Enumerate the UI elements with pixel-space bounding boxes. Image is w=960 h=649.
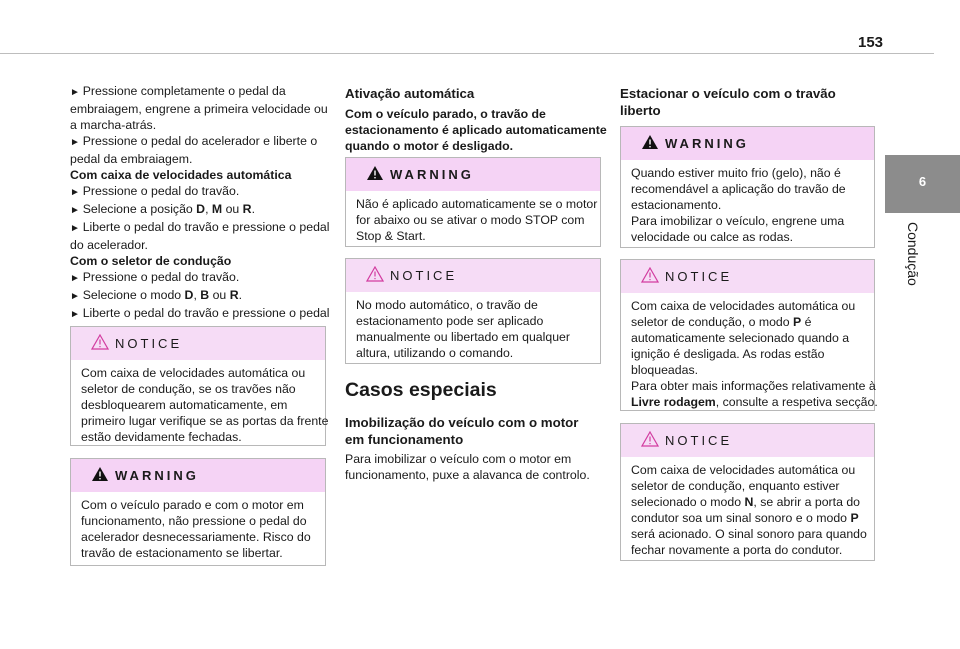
chapter-title: Condução [905,222,921,286]
section-title: Casos especiais [345,379,497,401]
notice-box [70,326,329,446]
text-line: fechar novamente a porta do condutor. [631,543,843,557]
notice-triangle-icon [641,267,659,283]
heading-estacionar: Estacionar o veículo com o travão liberto [620,86,836,118]
page-number: 153 [858,34,884,51]
notice-header [71,327,325,360]
intro-text [70,83,329,339]
text-line: Com o veículo parado e com o motor em [81,498,304,512]
text-line: ► Pressione completamente o pedal da [70,84,286,98]
warning-box [70,458,326,566]
text-line: for abaixo ou se ativar o modo STOP com [356,213,585,227]
text-line: Com caixa de velocidades automática ou [631,463,856,477]
notice-header [346,259,600,292]
notice-body [81,365,329,445]
header-rule [0,53,934,54]
text-line: estão devidamente fechadas. [81,430,242,444]
text-line: estacionamento é aplicado automaticamente [345,123,607,137]
text-line: ► Pressione o pedal do travão. [70,184,240,198]
notice-triangle-icon [91,334,109,350]
notice-box [620,259,878,411]
text-line: Com o seletor de condução [70,254,232,268]
notice-title: NOTICE [665,269,733,284]
text-line: Para imobilizar o veículo, engrene uma [631,214,845,228]
notice-triangle-icon [641,431,659,447]
heading-ativacao: Ativação automática [345,86,475,101]
warning-body [631,165,868,245]
text-line: Para imobilizar o veículo com o motor em [345,452,572,466]
subheading-imobilizacao: Imobilização do veículo com o motor em funcionamento [345,415,579,447]
notice-triangle-icon [366,266,384,282]
text-line: velocidade ou calce as rodas. [631,230,794,244]
text-line: ► Liberte o pedal do travão e pressione o pedal [70,306,330,320]
warning-body [356,196,598,244]
text-line: pedal da embraiagem. [70,152,193,166]
notice-header [621,260,874,293]
text-line: Com o veículo parado, o travão de [345,107,546,121]
notice-box [345,258,601,364]
text-line: do acelerador. [70,238,148,252]
lead-text [345,106,607,154]
chapter-number: 6 [918,174,927,189]
text-line: altura, utilizando o comando. [356,346,514,360]
notice-body [631,462,868,558]
text-line: seletor de condução, enquanto estiver [631,479,840,493]
text-line: recomendável a aplicação do travão de [631,182,846,196]
warning-box [345,157,601,247]
text-line: seletor de condução, o modo P é [631,315,812,329]
warning-body [81,497,319,561]
warning-box [620,126,875,248]
notice-box [620,423,875,561]
text-line: bloqueadas. [631,363,699,377]
text-line: ► Selecione o modo D, B ou R. [70,288,242,302]
warning-title: WARNING [115,468,199,483]
warning-triangle-icon [366,165,384,181]
text-line: quando o motor é desligado. [345,139,514,153]
text-line: ► Pressione o pedal do acelerador e liberte o [70,134,318,148]
notice-title: NOTICE [390,268,458,283]
notice-title: NOTICE [115,336,183,351]
text-line: embraiagem, engrene a primeira velocidade ou [70,102,328,116]
text-line: Com caixa de velocidades automática [70,168,292,182]
text-line: No modo automático, o travão de [356,298,538,312]
warning-header [71,459,325,492]
warning-header [346,158,600,191]
notice-body [356,297,594,361]
text-line: ignição é desligada. As rodas estão [631,347,825,361]
text-line: ► Selecione a posição D, M ou R. [70,202,255,216]
text-line: Não é aplicado automaticamente se o motor [356,197,598,211]
text-line: acelerador desnecessariamente. Risco do [81,530,311,544]
notice-body [631,298,878,410]
text-line: automaticamente selecionado quando a [631,331,850,345]
text-line: seletor de condução, se os travões não [81,382,296,396]
text-line: funcionamento, puxe a alavanca de controlo. [345,468,590,482]
text-line: Livre rodagem, consulte a respetiva secção. [631,395,878,409]
text-line: Quando estiver muito frio (gelo), não é [631,166,841,180]
text-line: travão de estacionamento se libertar. [81,546,283,560]
text-line: funcionamento, não pressione o pedal do [81,514,307,528]
text-line: estacionamento. [631,198,722,212]
text-line: Com caixa de velocidades automática ou [81,366,306,380]
text-line: primeiro lugar verifique se as portas da frente [81,414,329,428]
text-line: a marcha-atrás. [70,118,157,132]
text-line: selecionado o modo N, se abrir a porta do [631,495,861,509]
warning-triangle-icon [641,134,659,150]
text-line: manualmente ou libertado em qualquer [356,330,570,344]
text-line: Para obter mais informações relativamente à [631,379,876,393]
notice-header [621,424,874,457]
text-line: condutor soa um sinal sonoro e o modo P [631,511,859,525]
text-line: Stop & Start. [356,229,426,243]
text-line: ► Liberte o pedal do travão e pressione o pedal [70,220,330,234]
text-line: desbloquearem automaticamente, em [81,398,288,412]
warning-header [621,127,874,160]
text-line: Com caixa de velocidades automática ou [631,299,856,313]
notice-title: NOTICE [665,433,733,448]
text-line: estacionamento pode ser aplicado [356,314,544,328]
imobilizacao-text [345,451,590,483]
text-line: ► Pressione o pedal do travão. [70,270,240,284]
warning-triangle-icon [91,466,109,482]
text-line: será acionado. O sinal sonoro para quando [631,527,867,541]
warning-title: WARNING [390,167,474,182]
warning-title: WARNING [665,136,749,151]
